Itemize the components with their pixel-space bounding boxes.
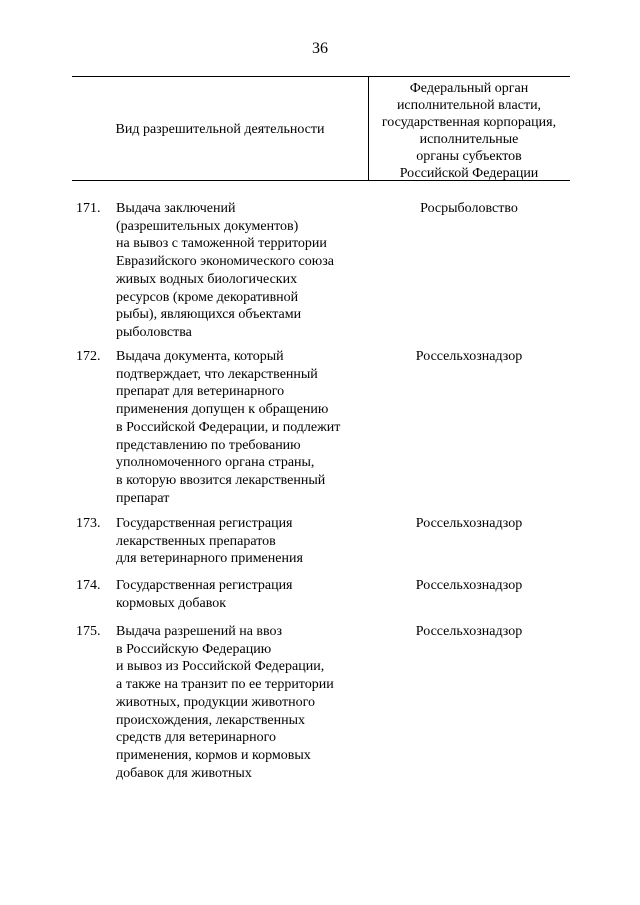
row-number: 175. [76,624,101,639]
row-number: 171. [76,201,101,216]
row-authority: Россельхознадзор [415,578,523,593]
row-description-line: добавок для животных [116,765,252,781]
row-description-line: представлению по требованию [116,437,301,453]
column-header-authority-line: органы субъектов [416,149,522,164]
row-number: 174. [76,578,101,593]
column-header-authority-line: исполнительной власти, [396,98,542,113]
row-description [116,348,368,507]
row-description-line: рыболовства [116,324,192,340]
row-number: 172. [76,349,101,364]
row-description-line: (разрешительных документов) [116,218,299,234]
row-description-line: для ветеринарного применения [116,551,303,567]
row-description-line: препарат для ветеринарного [116,384,285,400]
row-description-line: Государственная регистрация [116,578,293,593]
row-description-line: Государственная регистрация [116,516,293,531]
row-description-line: Выдача заключений [116,201,236,216]
row-description-line: происхождения, лекарственных [116,712,306,728]
table-top-rule [72,76,570,77]
row-description [116,200,368,342]
row-description-line: применения допущен к обращению [116,402,329,418]
row-description-line: уполномоченного органа страны, [116,455,315,471]
row-description-line: и вывоз из Российской Федерации, [116,659,325,675]
row-description-line: в Российскую Федерацию [116,641,272,657]
row-description-line: применения, кормов и кормовых [116,747,311,763]
row-description-line: лекарственных препаратов [116,533,276,549]
row-description [116,515,368,568]
row-authority: Россельхознадзор [415,349,523,364]
row-description [116,623,368,782]
row-description-line: а также на транзит по ее территории [116,677,334,693]
row-description-line: в Российской Федерации, и подлежит [116,419,341,435]
column-header-authority-line: Российской Федерации [399,166,539,181]
row-description-line: ресурсов (кроме декоративной [116,289,299,305]
column-header-authority-line: Федеральный орган [409,81,529,96]
page-number: 36 [312,40,328,57]
row-description-line: в которую ввозится лекарственный [116,472,326,488]
column-header-activity: Вид разрешительной деятельности [115,122,325,137]
row-description [116,577,368,612]
column-header-authority-line: исполнительные [419,132,519,147]
row-description-line: кормовых добавок [116,595,227,611]
row-description-line: живых водных биологических [116,271,298,287]
row-authority: Россельхознадзор [415,624,523,639]
row-authority: Россельхознадзор [415,516,523,531]
row-description-line: на вывоз с таможенной территории [116,236,327,252]
column-header-authority-line: государственная корпорация, [381,115,557,130]
row-description-line: Выдача разрешений на ввоз [116,624,283,639]
row-number: 173. [76,516,101,531]
row-description-line: животных, продукции животного [116,694,316,710]
row-description-line: препарат [116,490,170,506]
row-description-line: Евразийского экономического союза [116,254,334,270]
row-description-line: подтверждает, что лекарственный [116,366,318,382]
row-description-line: средств для ветеринарного [116,730,277,746]
row-description-line: Выдача документа, который [116,349,284,364]
column-header-authority [368,80,570,182]
row-authority: Росрыболовство [420,201,518,216]
row-description-line: рыбы), являющихся объектами [116,307,302,323]
